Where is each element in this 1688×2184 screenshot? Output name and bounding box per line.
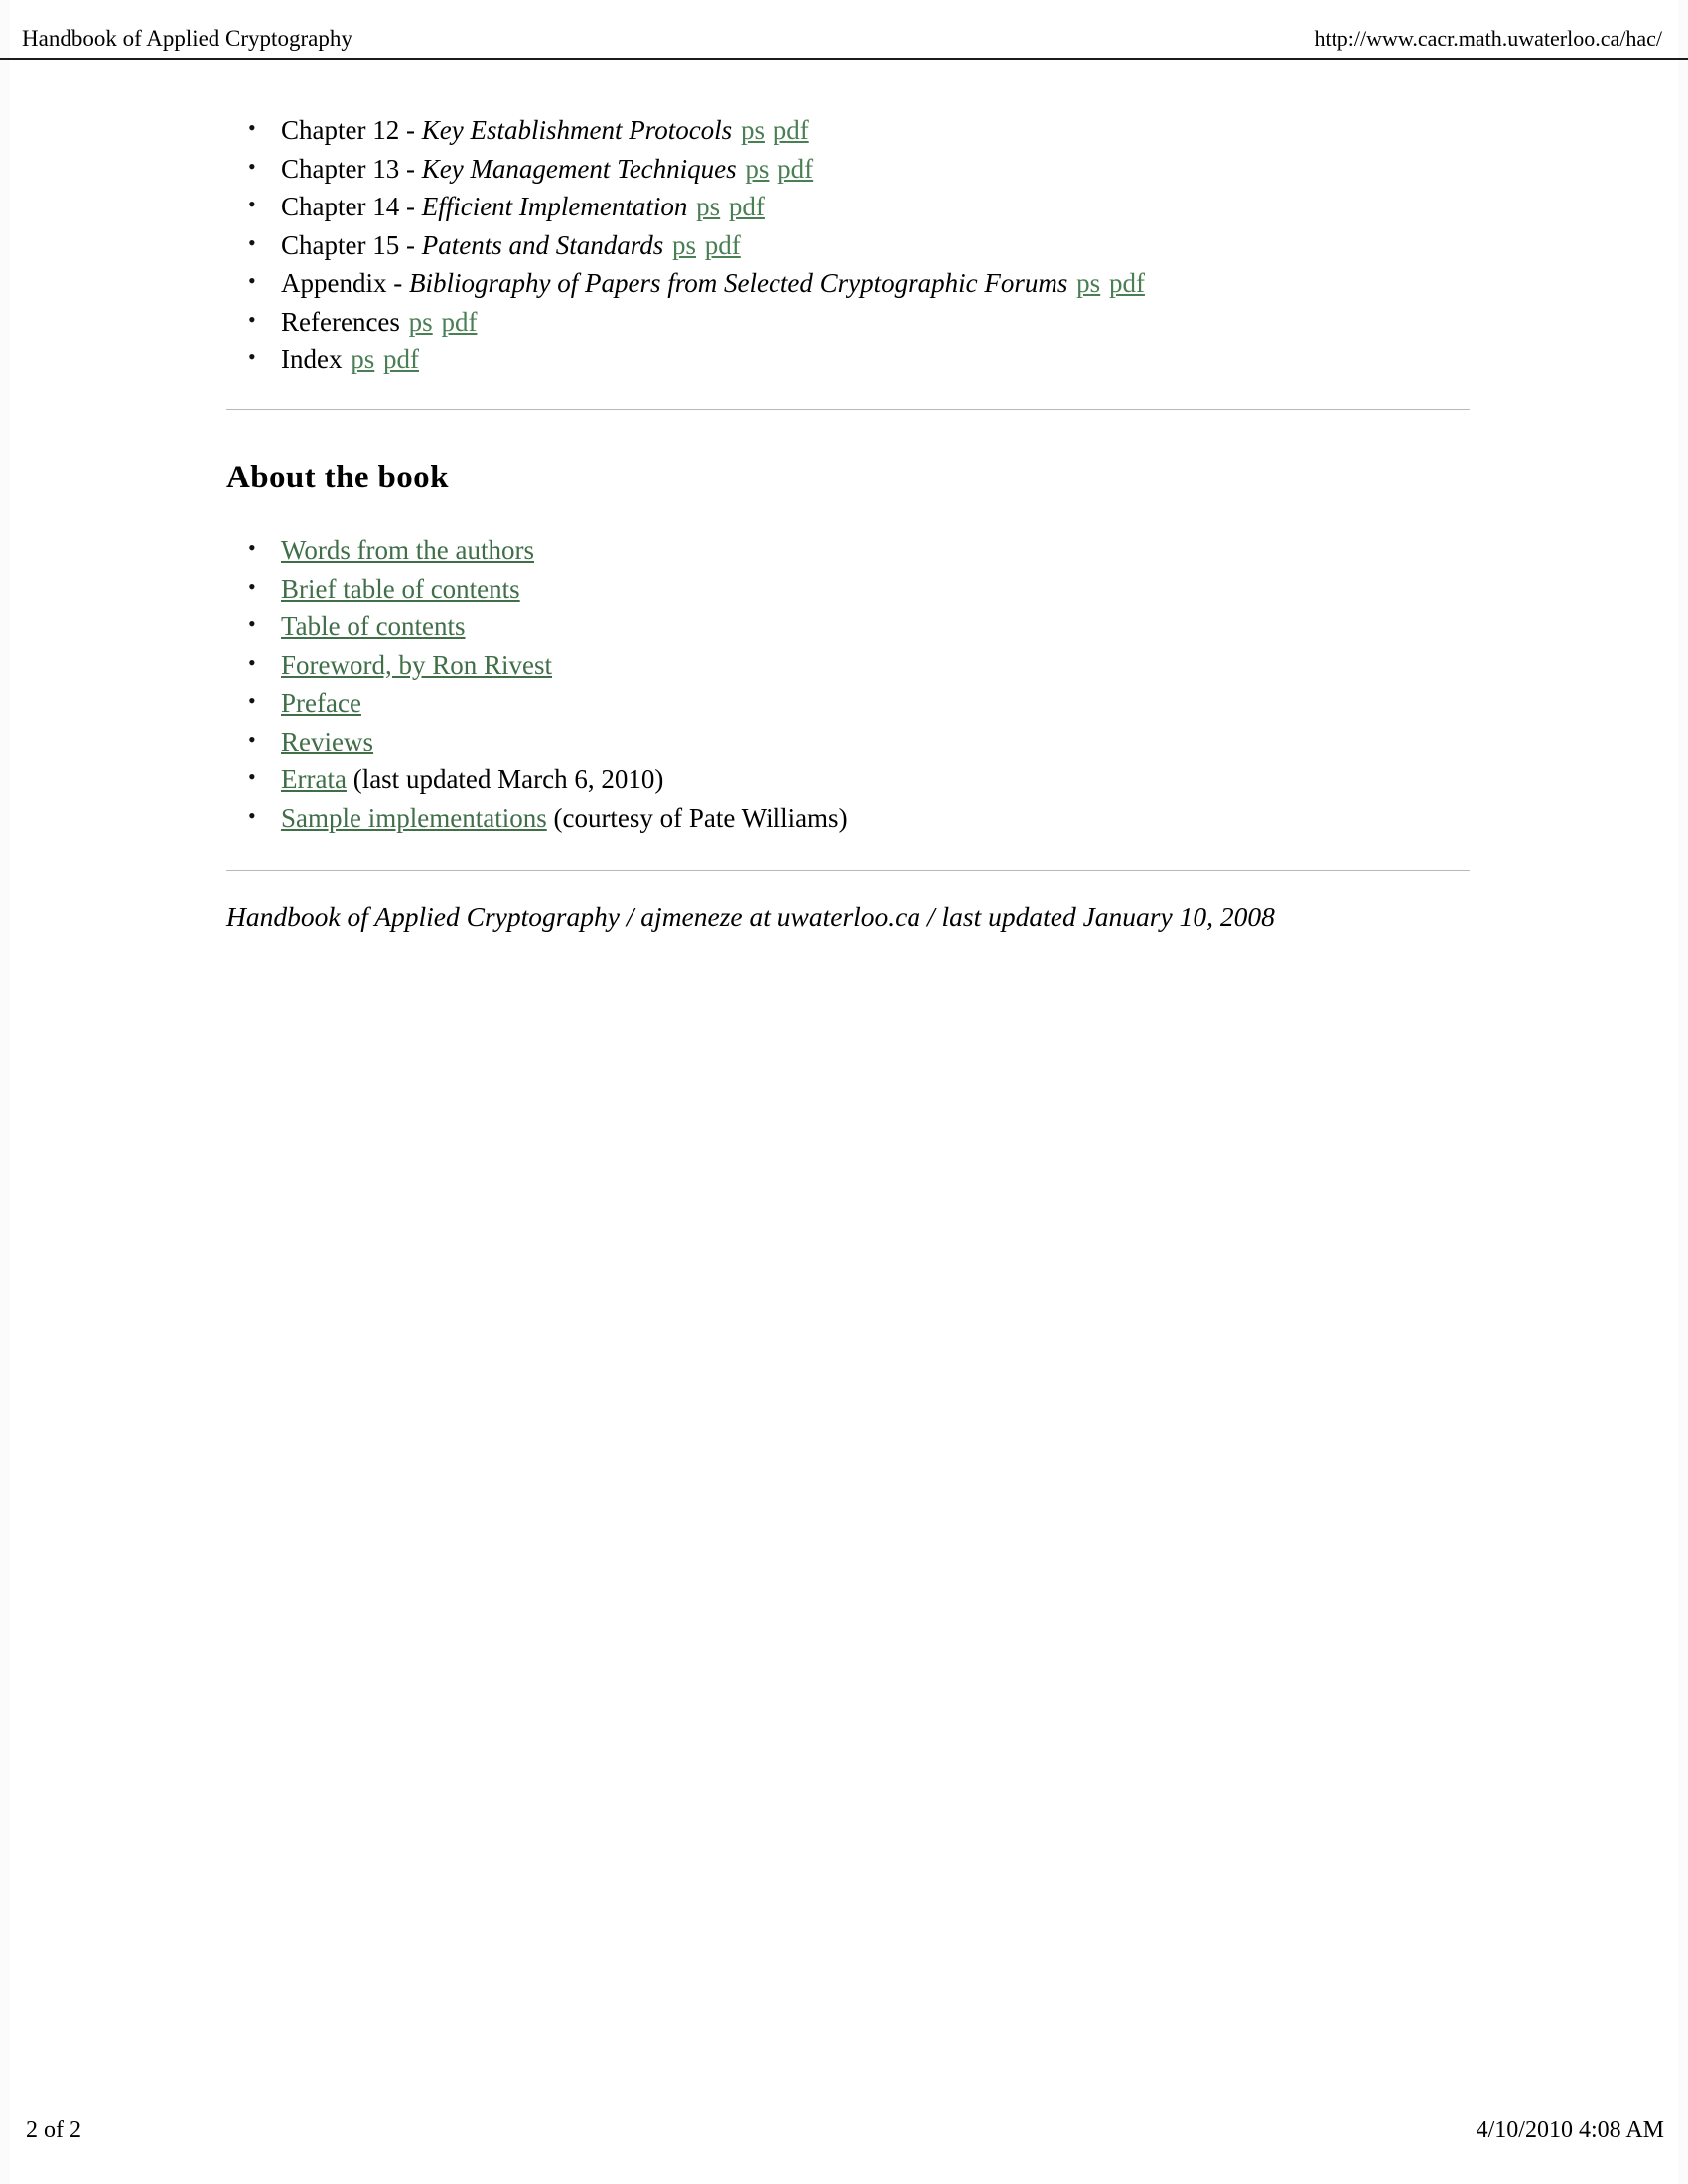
about-link[interactable]: Words from the authors	[281, 535, 535, 565]
chapter-title: Efficient Implementation	[421, 192, 688, 221]
format-links	[1067, 268, 1145, 298]
chapter-label: Chapter 13 -	[281, 153, 422, 184]
page-number: 2 of 2	[26, 2117, 81, 2143]
about-link[interactable]: Reviews	[281, 726, 373, 756]
format-links	[663, 230, 741, 260]
chapter-pdf-link[interactable]: pdf	[441, 306, 478, 337]
chapter-pdf-link[interactable]: pdf	[383, 344, 419, 374]
page-footer	[0, 2115, 1688, 2146]
format-links	[732, 115, 809, 145]
chapter-label: Index	[281, 344, 350, 374]
format-links	[349, 344, 419, 374]
chapter-ps-link[interactable]: ps	[1076, 268, 1101, 298]
about-link[interactable]: Sample implementations	[281, 802, 547, 833]
section-divider-top	[226, 409, 1470, 410]
list-item	[226, 341, 1468, 379]
format-links	[407, 307, 478, 337]
chapter-label: References	[281, 306, 407, 337]
about-link[interactable]: Table of contents	[281, 612, 466, 641]
running-head-url: http://www.cacr.math.uwaterloo.ca/hac/	[1314, 26, 1662, 51]
about-link[interactable]: Preface	[281, 688, 361, 718]
list-item	[226, 760, 1468, 799]
list-item	[226, 570, 1468, 609]
chapter-ps-link[interactable]: ps	[745, 153, 770, 184]
chapter-title: Patents and Standards	[421, 229, 664, 260]
section-divider-bottom	[226, 870, 1470, 871]
list-item	[226, 723, 1468, 761]
chapter-label: Appendix -	[281, 268, 409, 298]
chapter-pdf-link[interactable]: pdf	[704, 229, 741, 260]
list-item	[226, 111, 1468, 150]
list-item	[226, 608, 1468, 646]
chapter-pdf-link[interactable]: pdf	[777, 153, 814, 184]
chapter-title: Key Establishment Protocols	[421, 115, 733, 145]
chapter-label: Chapter 14 -	[281, 192, 422, 221]
about-link[interactable]: Foreword, by Ron Rivest	[281, 649, 552, 680]
about-link[interactable]: Errata	[281, 764, 347, 794]
format-links	[737, 154, 814, 184]
about-link[interactable]: Brief table of contents	[281, 573, 520, 604]
chapter-ps-link[interactable]: ps	[408, 306, 433, 337]
list-item	[226, 799, 1468, 838]
chapter-pdf-link[interactable]: pdf	[1108, 268, 1145, 298]
list-item	[226, 646, 1468, 685]
chapter-list	[226, 111, 1468, 379]
chapter-ps-link[interactable]: ps	[696, 192, 721, 221]
chapter-pdf-link[interactable]: pdf	[773, 115, 809, 145]
list-item	[226, 150, 1468, 189]
running-head-title: Handbook of Applied Cryptography	[22, 26, 352, 51]
running-head	[0, 22, 1688, 56]
about-the-book-heading: About the book	[226, 460, 449, 495]
list-item	[226, 531, 1468, 570]
chapter-title: Bibliography of Papers from Selected Cryptographic Forums	[408, 268, 1068, 298]
chapter-ps-link[interactable]: ps	[740, 115, 765, 145]
header-divider	[0, 58, 1688, 60]
print-timestamp: 4/10/2010 4:08 AM	[1476, 2117, 1664, 2143]
list-item	[226, 264, 1468, 303]
list-item	[226, 684, 1468, 723]
about-suffix: (last updated March 6, 2010)	[346, 764, 664, 794]
scan-edge-right	[1678, 0, 1688, 2184]
about-suffix: (courtesy of Pate Williams)	[546, 802, 848, 833]
chapter-pdf-link[interactable]: pdf	[728, 192, 765, 221]
about-the-book-list	[226, 531, 1468, 837]
chapter-title: Key Management Techniques	[421, 153, 737, 184]
chapter-label: Chapter 15 -	[281, 229, 422, 260]
chapter-label: Chapter 12 -	[281, 115, 422, 145]
page-footnote: Handbook of Applied Cryptography / ajmeneze at uwaterloo.ca / last updated January 10, 2008	[226, 901, 1275, 932]
format-links	[687, 192, 765, 221]
chapter-ps-link[interactable]: ps	[351, 344, 375, 374]
scan-edge-left	[0, 0, 10, 2184]
list-item	[226, 188, 1468, 226]
chapter-ps-link[interactable]: ps	[671, 229, 696, 260]
list-item	[226, 303, 1468, 341]
chapter-list-section	[226, 111, 1468, 379]
list-item	[226, 226, 1468, 265]
